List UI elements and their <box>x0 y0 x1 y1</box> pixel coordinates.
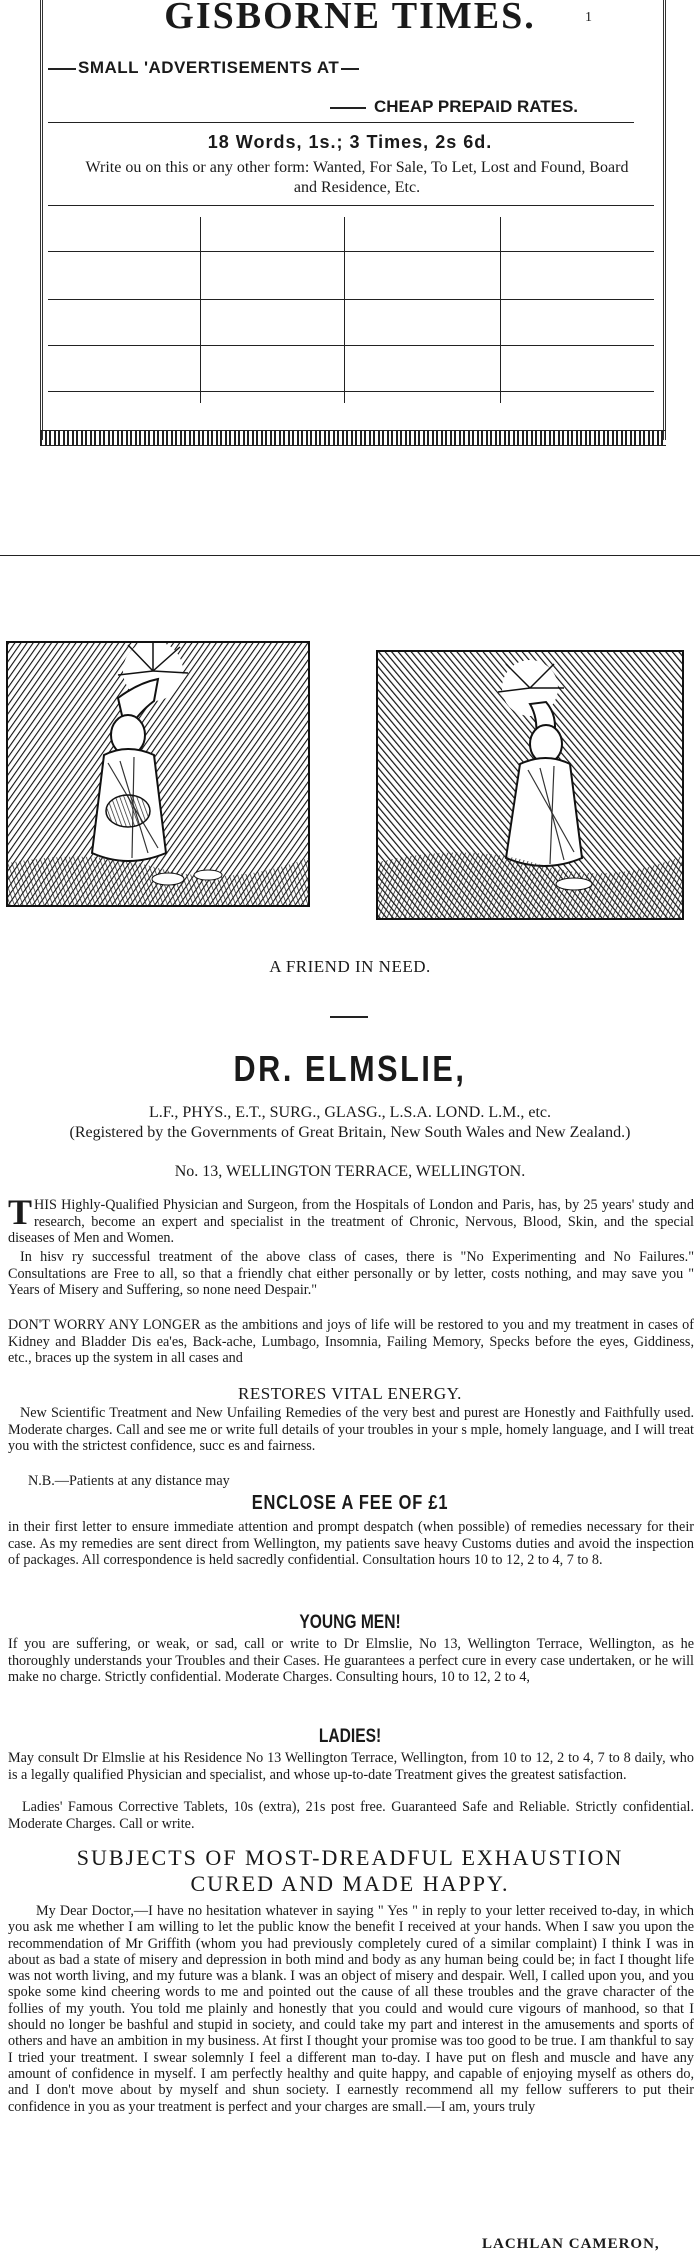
restores-vital-energy-heading: RESTORES VITAL ENERGY. <box>238 1384 462 1403</box>
young-men-paragraph: If you are suffering, or weak, or sad, call or write to Dr Elmslie, No 13, Wellington Terrace, Wellington, as he thoroughly understands your Troubles and their Cases. He guarantees a perfect cure in every case undertaken, or he will make no charge. Strictly confidential. Moderate Charges. Consulting hours, 10 to 12, 2 to 4, <box>8 1636 694 1686</box>
form-instructions: Write ou on this or any other form: Wanted, For Sale, To Let, Lost and Found, Board and Residence, Etc. <box>85 159 629 196</box>
first-letter-paragraph: in their first letter to ensure immediate attention and prompt despatch (when possible) of remedies necessary for their case. As my remedies are sent direct from Wellington, my patients save heavy Customs duties and avoid the inspection of packages. All correspondence is held sacredly confidential. Consultation hours 10 to 12, 2 to 4, 7 to 8. <box>8 1519 694 1569</box>
cheap-rates-heading: CHEAP PREPAID RATES. <box>330 97 578 117</box>
testimonial-headline: SUBJECTS OF MOST-DREADFUL EXHAUSTION <box>76 1845 624 1870</box>
remedies-paragraph: New Scientific Treatment and New Unfailing Remedies of the very best and purest are Honestly and Faithfully used. Moderate charges. Call and see me or write full details of your troubles in your s mple, homely language, and I will treat you with the strictest confidence, succ es and fairness. <box>8 1405 694 1455</box>
drop-cap: T <box>8 1192 33 1232</box>
grid-column-line <box>200 217 201 403</box>
tablets-paragraph: Ladies' Famous Corrective Tablets, 10s (extra), 21s post free. Guaranteed Safe and Reliable. Strictly confidential. Moderate Charges. Call or write. <box>8 1799 694 1832</box>
grid-line <box>48 345 654 346</box>
engraving-right-svg <box>378 652 682 918</box>
doctor-registration: (Registered by the Governments of Great Britain, New South Wales and New Zealand.) <box>69 1124 631 1141</box>
masthead-title: GISBORNE TIMES. <box>164 0 536 37</box>
heading-rule <box>330 1016 368 1018</box>
word-entry-grid <box>48 205 654 415</box>
grid-line <box>48 205 654 206</box>
form-ornamental-border <box>40 430 666 446</box>
grid-line <box>48 299 654 300</box>
rates-line: 18 Words, 1s.; 3 Times, 2s 6d. <box>207 132 493 152</box>
intro-text: HIS Highly-Qualified Physician and Surgeon, from the Hospitals of London and Paris, has, by 25 years' study and research, become an expert and specialist in the treatment of Chronic, Nervous, Blood, Skin, and the special diseases of Men and Women. <box>8 1197 694 1247</box>
engraving-left-svg <box>8 643 308 905</box>
dont-worry-paragraph: DON'T WORRY ANY LONGER as the ambitions and joys of life will be restored to you and my treatment in cases of Kidney and Bladder Dis ea'es, Back-ache, Lumbago, Insomnia, Failing Memory, Specks before the eyes, Giddiness, etc., braces up the system in all cases and <box>8 1317 694 1367</box>
intro-paragraph <box>8 1192 694 1247</box>
testimonial-subheadline: CURED AND MADE HAPPY. <box>190 1871 510 1896</box>
grid-line <box>48 391 654 392</box>
small-ads-heading: SMALL 'ADVERTISEMENTS AT <box>48 58 359 78</box>
form-divider <box>48 122 634 123</box>
doctor-qualifications: L.F., PHYS., E.T., SURG., GLASG., L.S.A. LOND. L.M., etc. <box>149 1104 551 1121</box>
illustration-woman-with-torch-left <box>6 641 310 907</box>
grid-column-line <box>344 217 345 403</box>
grid-line <box>48 251 654 252</box>
column-separator-rule <box>0 555 700 556</box>
doctor-address: No. 13, WELLINGTON TERRACE, WELLINGTON. <box>174 1163 526 1180</box>
young-men-heading: YOUNG MEN! <box>299 1612 401 1633</box>
nb-line: N.B.—Patients at any distance may <box>28 1473 230 1489</box>
ladies-heading: LADIES! <box>318 1726 382 1747</box>
treatment-paragraph: In hisv ry successful treatment of the above class of cases, there is "No Experimenting and No Failures." Consultations are Free to all, so that a friendly chat either personally or by letter, costs nothing, and may save you " Years of Misery and Suffering, so none need Despair." <box>8 1249 694 1299</box>
masthead-mark: 1 <box>585 10 592 25</box>
doctor-name-heading: DR. ELMSLIE, <box>233 1048 467 1089</box>
grid-column-line <box>500 217 501 403</box>
ladies-paragraph: May consult Dr Elmslie at his Residence No 13 Wellington Terrace, Wellington, from 10 to 12, 2 to 4, 7 to 8 daily, who is a legally qualified Physician and specialist, and whose up-to-date Treatment gives the greatest satisfaction. <box>8 1750 694 1783</box>
illustration-woman-with-torch-right <box>376 650 684 920</box>
friend-in-need-heading: A FRIEND IN NEED. <box>269 957 431 976</box>
enclose-fee-heading: ENCLOSE A FEE OF £1 <box>251 1492 449 1514</box>
testimonial-letter: My Dear Doctor,—I have no hesitation whatever in saying " Yes " in reply to your letter received to-day, in which you ask me whether I am willing to let the public know the benefit I received at your hands. When I saw you upon the recommendation of Mr Griffith (whom you had previously completely cured of a similar complaint) I think I was in about as bad a state of misery and depression in both mind and body as any human being could be; in fact I thought life was not worth living, and my future was a blank. I was an object of misery and despair. Well, I called upon you, and you spoke some kind cheering words to me and pointed out the cause of all these troubles and the grave character of the follies of my youth. You told me plainly and honestly that you could and would cure vigours of manhood, so that I should no longer be bashful and stupid in society, and could take my part and interest in the amusements and sports of others and have an ambition in my business. At first I thought your promise was too good to be true. I am thankful to say I tried your treatment. I swear solemnly I feel a different man to-day. I have put on flesh and muscle and have any amount of confidence in myself. I am perfectly healthy and quite happy, and capable of enjoying myself as others do, and I don't move about by myself and shun society. I earnestly recommend all my fellow sufferers to put their confidence in you as your treatment is perfect and your charges are small.—I am, yours truly <box>8 1903 694 2115</box>
testimonial-signature: LACHLAN CAMERON, <box>482 2236 660 2252</box>
